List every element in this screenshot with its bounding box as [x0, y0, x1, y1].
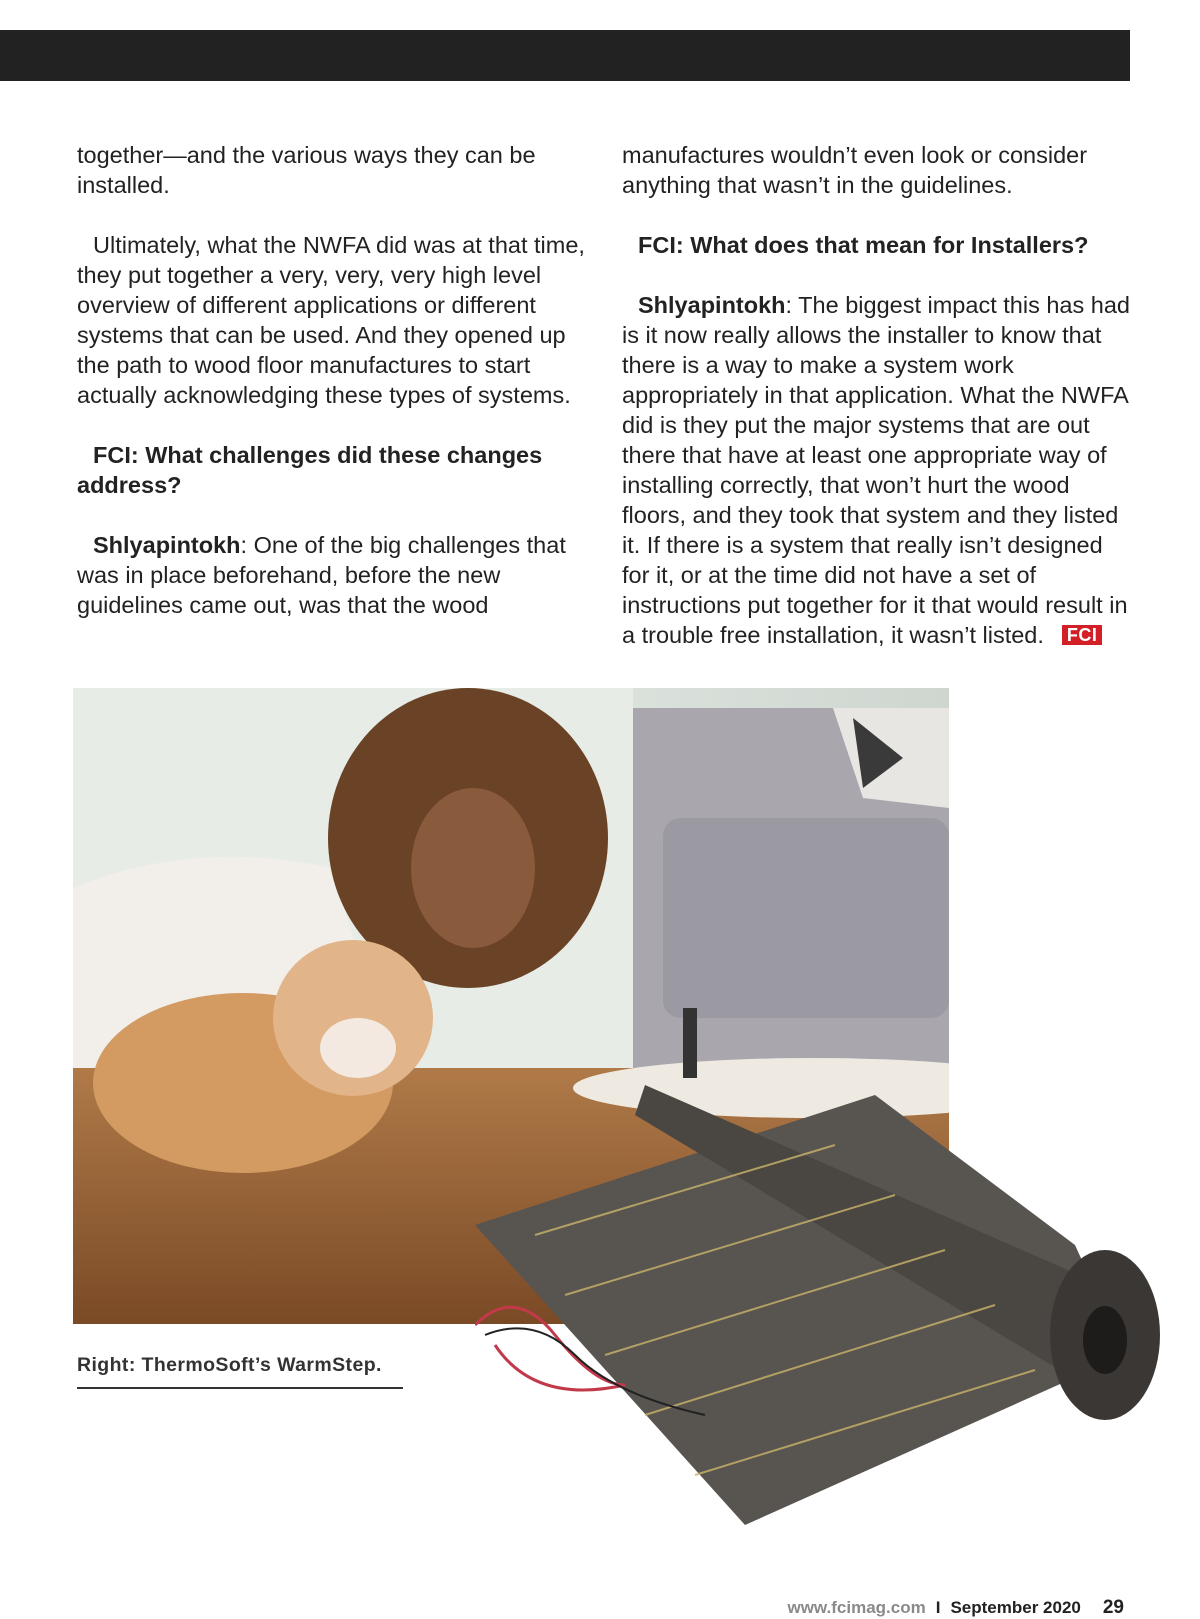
photo-caption: Right: ThermoSoft’s WarmStep. [77, 1354, 403, 1389]
header-bar [0, 30, 1130, 81]
page-number: 29 [1102, 1597, 1124, 1618]
speaker-name: Shlyapintokh [638, 292, 786, 318]
right-column [622, 140, 1132, 680]
paragraph: Ultimately, what the NWFA did was at that time, they put together a very, very, very high level overview of different applications or different systems that can be used. And they opened up the path to wood floor manufactures to start actually acknowledging these types of systems. [77, 232, 585, 408]
page-footer [740, 1597, 1124, 1619]
answer-text: : One of the big challenges that was in place beforehand, before the new guidelines came out, was that the wood [77, 532, 566, 618]
footer-separator: I [935, 1598, 941, 1617]
heating-mat-roll-image [475, 1085, 1175, 1535]
fci-end-mark: FCI [1062, 625, 1103, 645]
answer-text: : The biggest impact this has had is it now really allows the installer to know that there is a way to make a system work appropriately in that application. What the NWFA did is they put the major systems that are out there that have at least one appropriate way of installing correctly, that won’t hurt the wood floors, and they took that system and they listed it. If there is a system that really isn’t designed for it, or at the time did not have a set of instructions put together for it that would result in a trouble free installation, it wasn’t listed. [622, 292, 1130, 648]
interview-question: FCI: What does that mean for Installers? [638, 232, 1089, 258]
website-url: www.fcimag.com [787, 1598, 926, 1617]
issue-date: September 2020 [950, 1598, 1081, 1617]
interview-question: FCI: What challenges did these changes address? [77, 442, 543, 498]
paragraph: manufactures wouldn’t even look or consider anything that wasn’t in the guidelines. [622, 142, 1088, 198]
interview-answer [622, 290, 1132, 650]
left-column [77, 140, 587, 650]
interview-answer [77, 530, 587, 620]
speaker-name: Shlyapintokh [93, 532, 241, 558]
paragraph: together—and the various ways they can be installed. [77, 142, 536, 198]
